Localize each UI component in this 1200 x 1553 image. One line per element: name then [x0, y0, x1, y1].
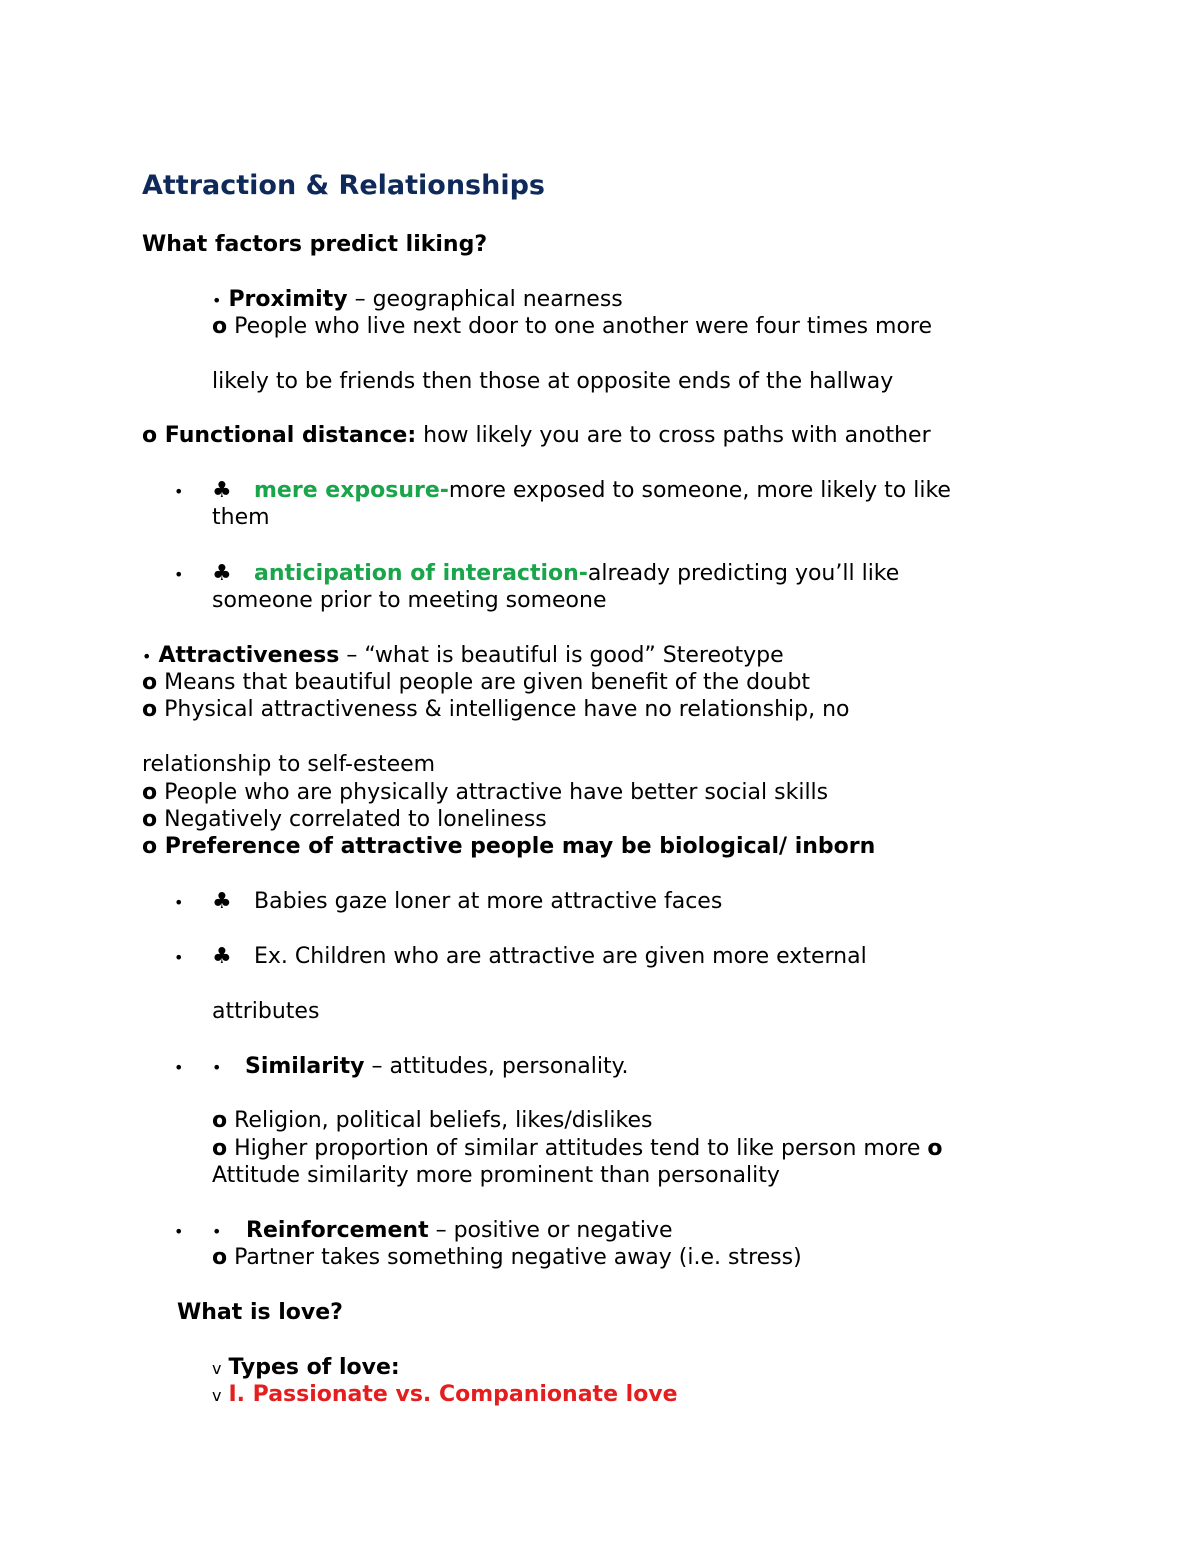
attractiveness-line: [142, 642, 784, 670]
similarity-label: Similarity: [245, 1054, 365, 1079]
attractiveness-sub-3: [142, 779, 828, 806]
bullet-icon: •: [142, 647, 152, 666]
mere-exposure-term: mere exposure-: [254, 478, 449, 503]
attractiveness-sub-5: [142, 833, 875, 860]
o-bullet-icon: o: [142, 807, 158, 832]
bullet-icon: •: [212, 1058, 222, 1077]
bullet-icon: •: [174, 1222, 184, 1241]
anticipation-term: anticipation of interaction-: [254, 561, 588, 586]
reinforcement-text: – positive or negative: [428, 1218, 673, 1243]
o-bullet-icon: o: [212, 1108, 228, 1133]
passionate-love-text: I. Passionate vs. Companionate love: [228, 1382, 678, 1407]
o-bullet-icon: o: [142, 834, 158, 859]
types-of-love-text: Types of love:: [228, 1355, 400, 1380]
similarity-bullet: [174, 1053, 183, 1081]
proximity-sub-line: [212, 313, 932, 340]
anticipation-line: [174, 560, 183, 588]
children-bullet: [174, 943, 183, 971]
proximity-line: [212, 286, 623, 314]
check-bullet-icon: v: [212, 1359, 222, 1378]
mere-exposure-text: more exposed to someone, more likely to like: [448, 478, 951, 503]
bullet-icon: •: [174, 482, 184, 501]
o-bullet-icon: o: [212, 1136, 228, 1161]
similarity-sub-2-text: Higher proportion of similar attitudes tend to like person more: [227, 1136, 928, 1161]
bullet-icon: •: [174, 565, 184, 584]
bullet-icon: •: [212, 291, 222, 310]
o-bullet-icon: o: [142, 697, 158, 722]
proximity-text: – geographical nearness: [347, 287, 623, 312]
mere-exposure-item: [212, 477, 232, 504]
babies-text: Babies gaze loner at more attractive faces: [254, 889, 723, 914]
attractiveness-text: – “what is beautiful is good” Stereotype: [339, 643, 784, 668]
proximity-sub-text: People who live next door to one another were four times more: [227, 314, 933, 339]
attractiveness-sub-1: [142, 669, 810, 696]
similarity-sub-1-text: Religion, political beliefs, likes/dislikes: [227, 1108, 653, 1133]
bullet-icon: •: [174, 893, 184, 912]
anticipation-item: [212, 560, 232, 587]
functional-label: Functional distance:: [157, 423, 417, 448]
attractiveness-label: Attractiveness: [158, 643, 340, 668]
reinforcement-sub-1: [212, 1244, 802, 1271]
o-bullet-icon: o: [212, 314, 228, 339]
mere-exposure-body: [254, 477, 951, 504]
functional-text: how likely you are to cross paths with another: [416, 423, 931, 448]
similarity-inner-bullet: [212, 1053, 221, 1081]
attractiveness-sub-3-text: People who are physically attractive have better social skills: [157, 780, 829, 805]
o-bullet-icon: o: [212, 1245, 228, 1270]
reinforcement-bullet: [174, 1217, 183, 1245]
o-bullet-icon: o: [142, 423, 158, 448]
mere-exposure-line: [174, 477, 183, 505]
anticipation-body: [254, 560, 899, 587]
attractiveness-sub-4: [142, 806, 547, 833]
bullet-icon: •: [212, 1222, 222, 1241]
o-bullet-icon: o: [142, 670, 158, 695]
children-club: [212, 943, 232, 970]
attractiveness-sub-5-text: Preference of attractive people may be biological/ inborn: [157, 834, 876, 859]
reinforcement-sub-1-text: Partner takes something negative away (i.e. stress): [227, 1245, 802, 1270]
attractiveness-sub-1-text: Means that beautiful people are given benefit of the doubt: [157, 670, 811, 695]
question-love: What is love?: [177, 1300, 343, 1325]
babies-club: [212, 888, 232, 915]
passionate-love-line: [212, 1381, 678, 1409]
attractiveness-sub-2: [142, 696, 850, 723]
doc-title: Attraction & Relationships: [142, 170, 545, 201]
types-of-love-line: [212, 1354, 400, 1382]
similarity-sub-1: [212, 1107, 652, 1134]
bullet-icon: •: [174, 1058, 184, 1077]
children-text: Ex. Children who are attractive are given more external: [254, 944, 867, 969]
o-bullet-icon: o: [142, 780, 158, 805]
anticipation-cont: someone prior to meeting someone: [212, 588, 607, 613]
reinforcement-line: [246, 1217, 673, 1244]
club-icon: ♣: [212, 561, 232, 586]
children-cont: attributes: [212, 999, 320, 1024]
club-icon: ♣: [212, 944, 232, 969]
mere-exposure-cont: them: [212, 505, 270, 530]
proximity-label: Proximity: [228, 287, 348, 312]
question-liking: What factors predict liking?: [142, 232, 488, 257]
similarity-line: [245, 1053, 628, 1080]
similarity-text: – attitudes, personality.: [364, 1054, 629, 1079]
attractiveness-sub-4-text: Negatively correlated to loneliness: [157, 807, 547, 832]
similarity-sub-2: [212, 1135, 943, 1162]
reinforcement-label: Reinforcement: [246, 1218, 429, 1243]
attractiveness-sub-2-text: Physical attractiveness & intelligence have no relationship, no: [157, 697, 850, 722]
club-icon: ♣: [212, 889, 232, 914]
similarity-sub-3: Attitude similarity more prominent than personality: [212, 1163, 780, 1188]
check-bullet-icon: v: [212, 1386, 222, 1405]
o-bullet-icon: o: [927, 1136, 943, 1161]
proximity-sub-cont: likely to be friends then those at opposite ends of the hallway: [212, 369, 894, 394]
reinforcement-inner-bullet: [212, 1217, 221, 1245]
attractiveness-sub-2-cont: relationship to self-esteem: [142, 752, 436, 777]
functional-line: [142, 422, 931, 449]
babies-bullet: [174, 888, 183, 916]
bullet-icon: •: [174, 948, 184, 967]
club-icon: ♣: [212, 478, 232, 503]
anticipation-text: already predicting you’ll like: [587, 561, 900, 586]
